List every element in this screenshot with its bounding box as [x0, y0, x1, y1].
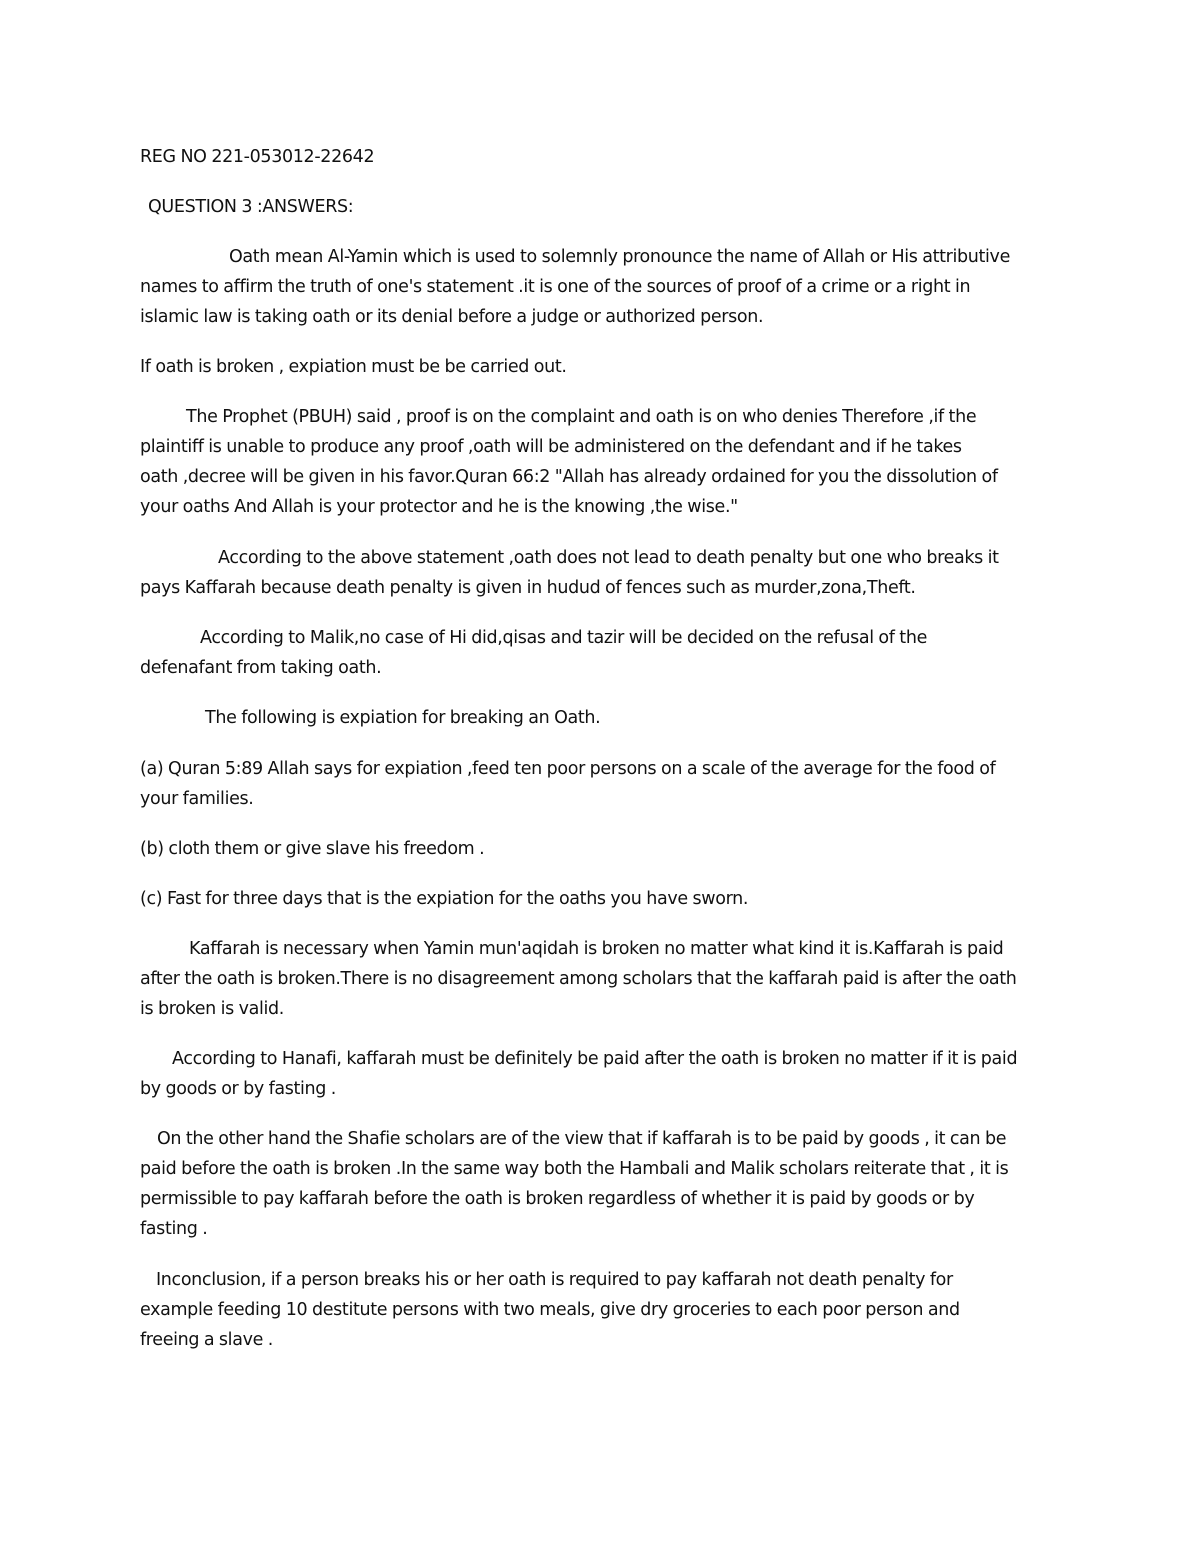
paragraph-line: defenafant from taking oath.: [140, 658, 382, 678]
paragraph-line: According to Hanafi, kaffarah must be definitely be paid after the oath is broken no matter if it is paid: [172, 1049, 1018, 1069]
paragraph-line: permissible to pay kaffarah before the oath is broken regardless of whether it is paid by goods or by: [140, 1189, 975, 1209]
paragraph-line: pays Kaffarah because death penalty is given in hudud of fences such as murder,zona,Theft.: [140, 578, 916, 598]
reg-number: REG NO 221-053012-22642: [140, 147, 375, 167]
paragraph-line: The Prophet (PBUH) said , proof is on the complaint and oath is on who denies Therefore ,if the: [186, 407, 977, 427]
paragraph-line: Oath mean Al-Yamin which is used to solemnly pronounce the name of Allah or His attributive: [229, 247, 1010, 267]
paragraph-line: your oaths And Allah is your protector and he is the knowing ,the wise.": [140, 497, 738, 517]
list-item-b: (b) cloth them or give slave his freedom .: [140, 839, 485, 859]
paragraph-line: after the oath is broken.There is no disagreement among scholars that the kaffarah paid is after the oath: [140, 969, 1017, 989]
paragraph-line: Inconclusion, if a person breaks his or her oath is required to pay kaffarah not death penalty for: [156, 1270, 953, 1290]
question-heading: QUESTION 3 :ANSWERS:: [148, 197, 354, 217]
paragraph-line: According to Malik,no case of Hi did,qisas and tazir will be decided on the refusal of the: [200, 628, 927, 648]
paragraph-line: If oath is broken , expiation must be be carried out.: [140, 357, 567, 377]
list-item-c: (c) Fast for three days that is the expiation for the oaths you have sworn.: [140, 889, 749, 909]
paragraph-line: by goods or by fasting .: [140, 1079, 336, 1099]
paragraph-line: is broken is valid.: [140, 999, 284, 1019]
paragraph-line: On the other hand the Shafie scholars are of the view that if kaffarah is to be paid by goods , it can be: [157, 1129, 1007, 1149]
paragraph-line: paid before the oath is broken .In the same way both the Hambali and Malik scholars reiterate that , it is: [140, 1159, 1009, 1179]
paragraph-line: example feeding 10 destitute persons with two meals, give dry groceries to each poor person and: [140, 1300, 960, 1320]
paragraph-line: plaintiff is unable to produce any proof ,oath will be administered on the defendant and if he takes: [140, 437, 962, 457]
paragraph-line: The following is expiation for breaking an Oath.: [205, 708, 601, 728]
paragraph-line: freeing a slave .: [140, 1330, 273, 1350]
paragraph-line: oath ,decree will be given in his favor.Quran 66:2 "Allah has already ordained for you the dissolution of: [140, 467, 998, 487]
list-item-a: (a) Quran 5:89 Allah says for expiation ,feed ten poor persons on a scale of the average for the food of: [140, 759, 996, 779]
paragraph-line: According to the above statement ,oath does not lead to death penalty but one who breaks it: [218, 548, 999, 568]
paragraph-line: names to affirm the truth of one's statement .it is one of the sources of proof of a crime or a right in: [140, 277, 971, 297]
paragraph-line: Kaffarah is necessary when Yamin mun'aqidah is broken no matter what kind it is.Kaffarah is paid: [189, 939, 1004, 959]
list-item-a-continued: your families.: [140, 789, 254, 809]
paragraph-line: fasting .: [140, 1219, 208, 1239]
paragraph-line: islamic law is taking oath or its denial before a judge or authorized person.: [140, 307, 764, 327]
